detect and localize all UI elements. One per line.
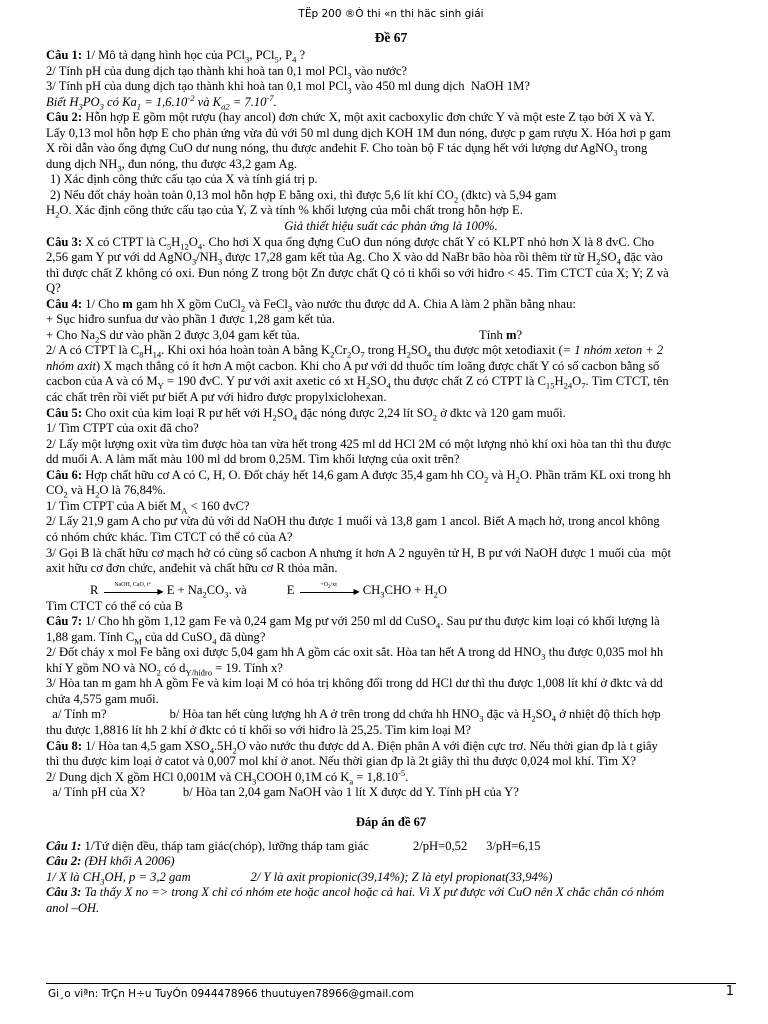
text-line (46, 754, 736, 770)
text-run: Y/hiđro (185, 667, 213, 678)
text-run: đặc và H (483, 707, 532, 722)
text-run: có d (160, 660, 186, 675)
text-run: 2/ Lấy 21,9 gam A cho pư vừa đủ với dd NaOH thu được 1 muối và 13,8 gam 1 ancol. Biết A mạch hở, trong ancol không (46, 514, 660, 529)
text-run: 2/ Dung dịch X gồm HCl 0,001M và CH (46, 769, 253, 784)
text-run: có nhóm chức khác. Tìm CTCT có thể có của A? (46, 529, 293, 544)
text-run: 7 (581, 381, 586, 391)
text-line (46, 739, 736, 755)
text-run: vào nước? (351, 63, 408, 78)
product: CH (362, 582, 381, 597)
arrow-head: ▶ (157, 586, 164, 596)
text-run: 1/ Tìm CTPT của A biết M (46, 498, 182, 513)
text-line (46, 514, 736, 530)
text-run: 2 (55, 209, 60, 220)
text-run: 2 (240, 303, 246, 314)
text-run: ? (296, 48, 306, 62)
condition-sub: 2 (328, 584, 331, 590)
text-run: -7 (266, 92, 274, 103)
text-run: 15 (545, 381, 555, 391)
text-line (46, 577, 736, 599)
text-line (46, 250, 736, 266)
text-run: 3 (217, 256, 223, 267)
product-sub: 2 (433, 589, 438, 600)
text-run: 4 (292, 412, 298, 423)
text-run: O (188, 234, 198, 249)
text-run: + Sục hiđro sunfua dư vào phần 1 được 1,28 gam kết tủa. (46, 312, 336, 327)
text-run: 1/ Tìm CTPT của oxit đã cho? (46, 421, 199, 436)
text-run: 2 (272, 412, 277, 423)
arrow-shaft (300, 592, 358, 593)
text-run: thu được chất Z có CTPT là C (390, 374, 546, 389)
text-run: m (122, 296, 133, 311)
text-line (46, 546, 736, 562)
text-run: 1 (136, 101, 142, 112)
text-run: Giả thiết hiệu suất các phản ứng là 100%. (284, 219, 498, 234)
text-line (46, 437, 736, 453)
text-run: đã dùng? (216, 629, 266, 644)
text-run: SO (600, 250, 617, 265)
reactant: E (286, 582, 295, 597)
text-run: Câu 5: (46, 405, 83, 420)
reaction-condition (298, 582, 360, 591)
text-run: m (505, 327, 517, 342)
text-run: (ĐH khối A 2006) (81, 854, 175, 869)
text-run: 4 (292, 54, 297, 65)
text-run: . Khi oxi hóa hoàn toàn A bằng K (161, 343, 331, 358)
text-run: . Sau pư thu được kim loại có khối lượng là (440, 614, 660, 629)
text-run: 4 (209, 745, 214, 756)
text-line (46, 188, 736, 204)
text-run: O vào nước thu được dd A. Điện phân A với điện cực trơ. Nếu thời gian đp là t giây (236, 738, 658, 753)
text-line (46, 390, 736, 406)
text-run: Câu 8: (46, 738, 83, 753)
text-run: M (134, 636, 142, 647)
text-run: Câu 2: (46, 110, 83, 125)
text-run: 2/ A có CTPT là C (46, 343, 140, 358)
text-run: ? (516, 327, 523, 342)
text-run: 2 (232, 745, 237, 756)
text-run: 3 (99, 101, 104, 112)
answer-line (46, 854, 736, 870)
text-line (46, 767, 736, 787)
text-line (46, 785, 736, 801)
text-run: O (351, 343, 361, 358)
text-run: O. Xác định công thức cấu tạo của Y, Z và tính % khối lượng của mỗi chất trong hỗn hợp E. (59, 203, 523, 218)
text-run: 4 (427, 349, 432, 360)
running-header: TËp 200 ®Ò thi «n thi häc sinh giái (298, 8, 484, 20)
text-run: 4 (551, 713, 557, 724)
text-run: 1/ Mô tả dạng hình học của PCl (82, 48, 246, 62)
text-run: H (554, 374, 564, 389)
text-run: đặc nóng được 2,24 lít SO (297, 405, 433, 420)
text-run: 5 (166, 241, 172, 252)
text-run: 2 (95, 489, 100, 500)
condition-text: +O (320, 581, 329, 588)
text-run: 5 (274, 54, 279, 65)
page-footer (46, 983, 736, 1000)
text-run: Câu 2: (46, 854, 82, 869)
text-run: = 1 nhóm xeton + 2 (562, 343, 664, 358)
text-run: 3 (252, 776, 257, 787)
text-run: 2 (432, 412, 438, 423)
text-run: 24 (563, 381, 573, 391)
text-run: X rồi dẫn vào ống đựng CuO dư nung nóng, thu được anđehit F. Cho toàn bộ F tác dụng hết với lượng dư AgNO (46, 141, 614, 156)
text-line (46, 92, 736, 112)
text-line (46, 723, 736, 739)
text-run: 2 (330, 349, 335, 360)
text-line (46, 64, 736, 80)
text-run: trong (617, 141, 648, 156)
text-run: Câu 6: (46, 467, 83, 482)
text-run: 3/ Hòa tan m gam hh A gồm Fe và kim loại M có hóa trị không đổi trong dd HCl dư thì thu được 1,008 lít khí ở đktc và dd (46, 676, 663, 691)
text-run: 4 (435, 620, 441, 631)
text-run: Câu 1: (46, 838, 82, 853)
text-line (46, 707, 736, 723)
text-run: = 190 đvC. Y pư với axit axetic có xt H (163, 374, 366, 389)
text-line (46, 406, 736, 422)
product: CO (206, 582, 225, 597)
text-run: = 1,6.10 (141, 94, 188, 109)
footer-author: Gi¸o viªn: TrÇn H÷u TuyÓn 0944478966 thuutuyen78966@gmail.com (48, 988, 414, 1000)
text-run: vào 450 ml dung dịch NaOH 1M? (351, 79, 530, 94)
text-run: được 17,28 gam kết tủa Ag. Cho X vào dd NaBr bão hòa rồi thêm từ từ H (222, 250, 597, 265)
text-line (46, 126, 736, 142)
text-run: 2,56 gam Y pư với dd AgNO (46, 250, 192, 265)
text-run: thì thu được kim loại ở catot và 0,007 mol khí ở anot. Nếu thời gian đp là 2t giây thì thu được 0,024 mol khí. Tìm X? (46, 754, 636, 769)
text-line (46, 359, 736, 375)
text-run: các chất trên rồi viết pư biết A pư với hiđro được propylxiclohexan. (46, 390, 387, 405)
text-run: SO (370, 374, 387, 389)
text-run: 1/ Cho (82, 296, 123, 311)
text-line (46, 203, 736, 219)
text-run: COOH 0,1M có K (256, 769, 350, 784)
text-line (46, 530, 736, 546)
text-run: ở nhiệt độ thích hợp (556, 707, 661, 722)
text-run: vào nước thu được dd A. Chia A làm 2 phần bằng nhau: (292, 296, 576, 311)
text-line (46, 374, 736, 390)
text-line (46, 312, 736, 328)
text-line (46, 468, 736, 484)
text-run: ) X mạch thẳng có ít hơn A một cacbon. Khi cho A pư với dd thuốc tím loãng được chất Y có số cacbon bằng số (96, 358, 660, 373)
text-line (46, 48, 736, 64)
text-line (46, 561, 736, 577)
spacer (46, 801, 736, 811)
product-sub: 3 (224, 589, 229, 600)
text-run: 14 (152, 349, 162, 360)
text-run: a (349, 776, 354, 787)
text-line (46, 676, 736, 692)
text-run: 2 (531, 713, 536, 724)
text-run: SO (535, 707, 552, 722)
text-run: 2 (95, 334, 100, 345)
text-run: 2/ Tính pH của dung dịch tạo thành khi hoà tan 0,1 mol PCl (46, 63, 348, 78)
text-line (46, 645, 736, 661)
text-run: -2 (187, 92, 195, 103)
text-run: Y (157, 381, 164, 391)
text-run: dd muối A. A làm mất màu 100 ml dd brom 0,25M. Tìm khối lượng của oxit trên? (46, 452, 460, 467)
text-line (46, 452, 736, 468)
text-line (46, 421, 736, 437)
text-run: Q? (46, 281, 61, 296)
condition-text: NaOH, CaO, t° (114, 581, 151, 588)
arrow-head: ▶ (353, 586, 360, 596)
text-line (46, 661, 736, 677)
text-run: axit hữu cơ đơn chức, anđehit và chất hữu cơ R thỏa mãn. (46, 561, 338, 576)
text-run: SO (276, 405, 293, 420)
text-run: 4 (616, 256, 621, 267)
text-run: Cho oxit của kim loại R pư hết với H (82, 405, 273, 420)
reaction-arrow (298, 581, 360, 596)
text-run: OH, p = 3,2 gam 2/ Y là axit propionic(39,14%); Z là etyl propionat(33,94%) (104, 869, 553, 884)
product-sub: 3 (380, 589, 385, 600)
text-run: 4 (197, 241, 203, 252)
text-run: a2 (221, 101, 230, 112)
text-run: 2 (515, 474, 520, 485)
text-run: gam hh X gồm CuCl (132, 296, 241, 311)
text-run: và K (194, 94, 222, 109)
text-run: 12 (180, 241, 189, 252)
text-run: 2/ Lấy một lượng oxit vừa tìm được hòa tan vừa hết trong 425 ml dd HCl 2M có một lượng nhỏ khí oxi hòa tan thì thu được (46, 436, 672, 451)
text-line (46, 141, 736, 157)
text-run: -5 (398, 767, 406, 778)
text-run: 3 (191, 256, 197, 267)
text-run: 8 (139, 349, 144, 360)
text-run: H (46, 203, 56, 218)
reactant: R (90, 582, 99, 597)
text-run: 1/ Cho hh gồm 1,12 gam Fe và 0,24 gam Mg pư với 250 ml dd CuSO (82, 614, 436, 629)
text-run: 3/ Tính pH của dung dịch tạo thành khi hoà tan 0,1 mol PCl (46, 79, 348, 94)
text-line (46, 157, 736, 173)
product: O (437, 582, 448, 597)
text-run: 2 (596, 256, 601, 267)
answer-line (46, 870, 736, 886)
text-run: 3 (100, 876, 105, 887)
text-run: 3/ Gọi B là chất hữu cơ mạch hở có cùng số cacbon A nhưng ít hơn A 2 nguyên tử H, B pư với NaOH được 1 muối của một (46, 545, 671, 560)
text-run: Cr (334, 343, 347, 358)
text-run: 1/Tứ diện đều, tháp tam giác(chóp), lưỡng tháp tam giác 2/pH=0,52 3/pH=6,15 (81, 838, 541, 853)
text-run: và FeCl (245, 296, 288, 311)
text-run: /NH (196, 250, 218, 265)
text-run: 2 (453, 194, 459, 205)
text-run: O (572, 374, 582, 389)
text-run: cacbon của A và có M (46, 374, 158, 389)
text-run: 1/ X là CH (46, 869, 101, 884)
answer-line (46, 839, 736, 855)
text-run: 2 (156, 667, 161, 678)
text-line (46, 281, 736, 297)
text-run: .5H (214, 738, 233, 753)
page-title: Đề 67 (374, 30, 408, 45)
document-body (46, 48, 736, 916)
text-run: 2 (346, 349, 352, 360)
text-run: Tính (299, 327, 506, 342)
text-run: . Cho hơi X qua ống đựng CuO đun nóng được chất Y có KLPT nhỏ hơn X là 8 đvC. Cho (202, 234, 655, 249)
text-run: H (171, 234, 181, 249)
text-run: và H (488, 467, 516, 482)
text-run: . Tìm CTCT, tên (585, 374, 669, 389)
text-line (46, 630, 736, 646)
product: CHO + H (384, 582, 434, 597)
product: E + Na (166, 582, 203, 597)
text-line (46, 614, 736, 630)
text-run: Câu 7: (46, 614, 83, 629)
text-run: có Ka (103, 94, 137, 109)
text-run: và H (67, 483, 96, 498)
text-run: PO (82, 94, 100, 109)
arrow-shaft (104, 592, 162, 593)
text-run: , PCl (249, 48, 275, 62)
text-run: thu được một xetođiaxit ( (431, 343, 563, 358)
text-run: X có CTPT là C (82, 234, 167, 249)
text-run: đặc vào (620, 250, 663, 265)
text-run: A (181, 505, 188, 516)
text-run: a/ Tính pH của X? b/ Hòa tan 2,04 gam NaOH vào 1 lít X được dd Y. Tính pH của Y? (46, 785, 519, 800)
text-run: O là 76,84%. (99, 483, 166, 498)
text-run: (đktc) và 5,94 gam (458, 187, 557, 202)
text-run: 3 (117, 163, 122, 174)
page-number: 1 (725, 984, 734, 999)
text-run: 2/ Đốt cháy x mol Fe bằng oxi được 5,04 gam hh A gồm các oxit sắt. Hòa tan hết A trong dd HNO (46, 645, 542, 660)
text-run: 4 (212, 636, 217, 647)
text-line (46, 599, 736, 615)
text-run: Biết H (46, 94, 79, 109)
text-run: . (405, 769, 409, 784)
text-run: 3 (245, 54, 250, 65)
answer-title: Đáp án đề 67 (355, 814, 427, 829)
text-run: Câu 3: (46, 885, 82, 900)
text-run: 1,88 gam. Tính C (46, 629, 135, 644)
text-run: ở đktc và 120 gam muối. (437, 405, 566, 420)
text-run: SO (410, 343, 427, 358)
text-run: 2 (406, 349, 411, 360)
product-sub: 2 (202, 589, 207, 600)
text-line (46, 297, 736, 313)
text-run: Hỗn hợp E gồm một rượu (hay ancol) đơn chức X, một axit cacboxylic đơn chức Y và một este Z tạo bởi X và Y. (82, 110, 655, 125)
product: . và (228, 582, 247, 597)
text-run: thu được 1,8816 lít hh 2 khí ở đktc có tỉ khối so với hiđro là 25,25. Tìm kim loại M? (46, 722, 471, 737)
text-run: 3 (613, 147, 618, 158)
text-run: thì được chất Z không có oxi. Đun nóng Z trong bột Zn được chất Q có tỉ khối so với hiđro < 45. Tìm CTCT của X; Y; Z và (46, 265, 669, 280)
text-run: thu được 0,035 mol hh (545, 645, 664, 660)
text-run: Lấy 0,13 mol hỗn hợp E cho phản ứng vừa đủ với 50 ml dung dịch KOH 1M đun nóng, được p gam rượu X. Hóa hơi p gam (46, 125, 671, 140)
text-line (46, 692, 736, 708)
text-run: Câu 1: (46, 48, 83, 62)
reaction-arrow (102, 581, 164, 596)
text-line (46, 219, 736, 235)
text-run: khí Y gồm NO và NO (46, 660, 157, 675)
text-run: , đun nóng, thu được 43,2 gam Ag. (121, 156, 298, 171)
text-run: 2) Nếu đốt cháy hoàn toàn 0,13 mol hỗn hợp E bằng oxi, thì được 5,6 lít khí CO (50, 187, 454, 202)
text-line (46, 172, 736, 188)
text-run: a/ Tính m? b/ Hòa tan hết cùng lượng hh A ở trên trong dd chứa hh HNO (46, 707, 480, 722)
text-run: = 7.10 (229, 94, 267, 109)
text-run: . (273, 94, 277, 109)
text-line (46, 328, 736, 344)
text-run: chứa 4,575 gam muối. (46, 691, 159, 706)
text-run: dung dịch NH (46, 156, 118, 171)
text-run: 3 (347, 85, 352, 96)
text-run: của dd CuSO (141, 629, 213, 644)
text-run: S dư vào phần 2 được 3,04 gam kết tủa. (99, 327, 300, 342)
reaction-condition (102, 582, 164, 588)
text-run: H (143, 343, 153, 358)
text-run: trong H (364, 343, 407, 358)
text-run: 2 (484, 474, 489, 485)
text-line (46, 343, 736, 359)
text-run: + Cho Na (46, 327, 96, 342)
text-run: anol –OH. (46, 900, 100, 915)
text-run: Tìm CTCT có thể có của B (46, 598, 183, 613)
text-run: , P (278, 48, 293, 62)
text-line (46, 79, 736, 95)
text-run: O. Phần trăm KL oxi trong hh (519, 467, 671, 482)
text-run: 3 (78, 101, 83, 112)
text-run: nhóm axit (46, 358, 97, 373)
text-run: CO (46, 483, 64, 498)
text-run: Câu 3: (46, 234, 83, 249)
text-run: = 1,8.10 (353, 769, 399, 784)
text-run: 3 (541, 651, 546, 662)
text-line (46, 483, 736, 499)
text-run: 3 (347, 70, 352, 81)
text-run: Câu 4: (46, 296, 83, 311)
text-line (46, 235, 736, 251)
text-run: = 19. Tính x? (212, 660, 283, 675)
text-line (46, 110, 736, 126)
text-run: Ta thấy X no => trong X chỉ có nhóm ete hoặc ancol hoặc cả hai. Vì X pư được với CuO nên X chắc chắn có nhóm (81, 885, 665, 900)
text-run: 2 (365, 381, 371, 391)
text-run: 1/ Hòa tan 4,5 gam XSO (82, 738, 210, 753)
text-run: 3 (287, 303, 293, 314)
text-run: 1) Xác định công thức cấu tạo của X và tính giá trị p. (50, 172, 318, 187)
text-line (46, 266, 736, 282)
text-run: Hợp chất hữu cơ A có C, H, O. Đốt cháy hết 14,6 gam A được 35,4 gam hh CO (82, 467, 484, 482)
text-run: < 160 đvC? (187, 498, 250, 513)
condition-text: /xt (330, 581, 337, 588)
text-run: 3 (479, 713, 484, 724)
text-run: 2 (63, 489, 68, 500)
answer-line (46, 885, 736, 901)
answer-line (46, 901, 736, 917)
text-line (46, 499, 736, 515)
text-run: 7 (360, 349, 365, 360)
text-run: 4 (386, 381, 391, 391)
